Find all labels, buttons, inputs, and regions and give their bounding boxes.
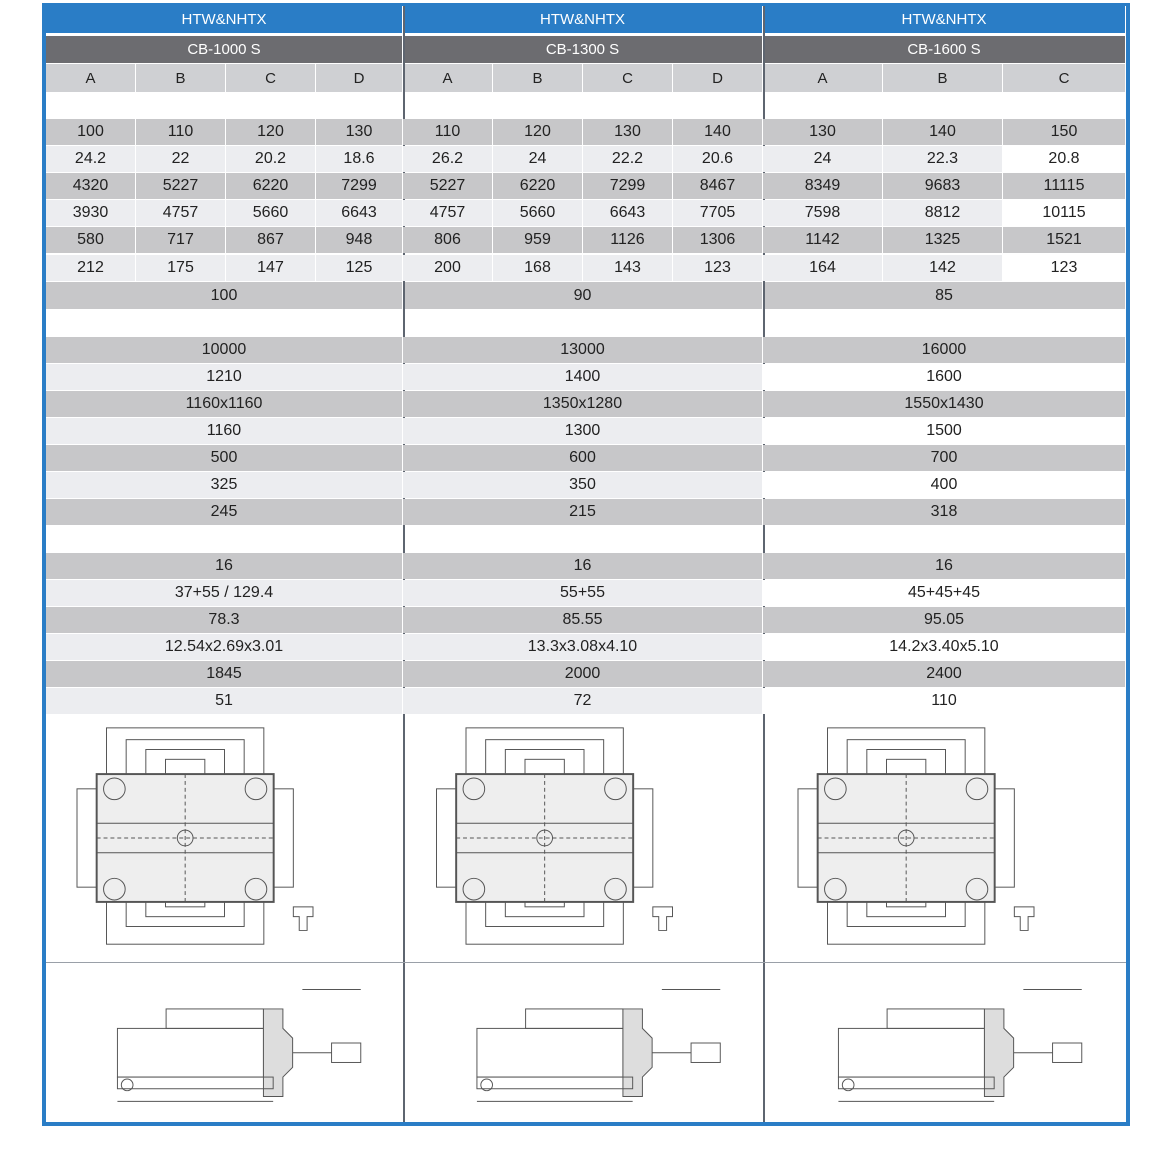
- injection-value: 143: [583, 255, 673, 281]
- injection-value: 147: [226, 255, 316, 281]
- injection-value: 7299: [316, 173, 403, 199]
- screw-type-label: B: [883, 64, 1003, 92]
- injection-value: 4757: [403, 200, 493, 226]
- clamping-value: 1210: [46, 364, 403, 390]
- clamping-value: 16000: [763, 337, 1126, 363]
- general-row: [46, 661, 1126, 687]
- general-value: 2000: [403, 661, 763, 687]
- injection-value: 6643: [583, 200, 673, 226]
- clamping-value: 400: [763, 472, 1126, 498]
- injection-value: 142: [883, 255, 1003, 281]
- clamping-value: 1600: [763, 364, 1126, 390]
- general-row: [46, 634, 1126, 660]
- injection-value: 867: [226, 227, 316, 253]
- clamping-row: [46, 445, 1126, 471]
- general-value: 16: [46, 553, 403, 579]
- platen-drawing: [54, 720, 395, 956]
- injection-value: 7705: [673, 200, 763, 226]
- injection-value: 806: [403, 227, 493, 253]
- model-header-row: [46, 36, 1126, 63]
- clamping-value: 325: [46, 472, 403, 498]
- clamping-row: [46, 418, 1126, 444]
- injection-value: 580: [46, 227, 136, 253]
- injection-value: 140: [673, 119, 763, 145]
- injection-value: 175: [136, 255, 226, 281]
- screw-type-label: C: [583, 64, 673, 92]
- injection-value: 10115: [1003, 200, 1126, 226]
- general-value: 85.55: [403, 607, 763, 633]
- injection-value: 26.2: [403, 146, 493, 172]
- injection-value: 8349: [763, 173, 883, 199]
- injection-value: 1325: [883, 227, 1003, 253]
- clamping-row: [46, 364, 1126, 390]
- clamping-row: [46, 337, 1126, 363]
- injection-value: 24: [763, 146, 883, 172]
- injection-value: 123: [1003, 255, 1126, 281]
- merged-cell: 100: [46, 282, 403, 309]
- general-value: 14.2x3.40x5.10: [763, 634, 1126, 660]
- injection-value: 164: [763, 255, 883, 281]
- clamping-value: 1500: [763, 418, 1126, 444]
- injection-value: 8467: [673, 173, 763, 199]
- screw-type-row: [46, 64, 1126, 92]
- injection-value: 5227: [403, 173, 493, 199]
- platen-drawing: [413, 720, 755, 956]
- injection-value: 9683: [883, 173, 1003, 199]
- clamping-value: 700: [763, 445, 1126, 471]
- general-row: [46, 553, 1126, 579]
- injection-data-row: [46, 200, 1126, 226]
- injection-value: 11115: [1003, 173, 1126, 199]
- injection-value: 959: [493, 227, 583, 253]
- injection-value: 130: [763, 119, 883, 145]
- clamping-row: [46, 391, 1126, 417]
- injection-value: 24: [493, 146, 583, 172]
- model-label: CB-1000 S: [46, 36, 403, 63]
- injection-value: 22: [136, 146, 226, 172]
- clamping-value: 1160x1160: [46, 391, 403, 417]
- brand-label: HTW&NHTX: [763, 6, 1126, 33]
- injection-value: 948: [316, 227, 403, 253]
- screw-type-label: D: [673, 64, 763, 92]
- injection-value: 20.2: [226, 146, 316, 172]
- injection-value: 130: [583, 119, 673, 145]
- drawing-divider: [46, 962, 1126, 963]
- clamping-value: 500: [46, 445, 403, 471]
- injection-data-row: [46, 119, 1126, 145]
- model-label: CB-1600 S: [763, 36, 1126, 63]
- clamping-value: 1300: [403, 418, 763, 444]
- injection-value: 110: [136, 119, 226, 145]
- screw-type-label: B: [493, 64, 583, 92]
- clamping-row: [46, 472, 1126, 498]
- injection-value: 22.3: [883, 146, 1003, 172]
- general-value: 2400: [763, 661, 1126, 687]
- injection-value: 717: [136, 227, 226, 253]
- injection-value: 7598: [763, 200, 883, 226]
- injection-value: 1142: [763, 227, 883, 253]
- injection-value: 3930: [46, 200, 136, 226]
- clamping-row: [46, 499, 1126, 525]
- clamping-value: 350: [403, 472, 763, 498]
- clamping-value: 318: [763, 499, 1126, 525]
- injection-value: 120: [493, 119, 583, 145]
- screw-type-label: D: [316, 64, 403, 92]
- injection-value: 130: [316, 119, 403, 145]
- brand-label: HTW&NHTX: [46, 6, 403, 33]
- injection-data-row: [46, 255, 1126, 281]
- platen-drawing: [773, 720, 1118, 956]
- screw-type-label: A: [763, 64, 883, 92]
- injection-value: 4757: [136, 200, 226, 226]
- general-value: 45+45+45: [763, 580, 1126, 606]
- general-value: 55+55: [403, 580, 763, 606]
- injection-value: 100: [46, 119, 136, 145]
- injection-value: 18.6: [316, 146, 403, 172]
- injection-data-row: [46, 146, 1126, 172]
- spec-sheet: [46, 6, 1126, 1122]
- injection-value: 1126: [583, 227, 673, 253]
- general-value: 95.05: [763, 607, 1126, 633]
- merged-cell: 90: [403, 282, 763, 309]
- injection-value: 168: [493, 255, 583, 281]
- clamping-value: 13000: [403, 337, 763, 363]
- clamping-value: 1350x1280: [403, 391, 763, 417]
- clamping-value: 1550x1430: [763, 391, 1126, 417]
- general-value: 110: [763, 688, 1126, 714]
- injection-value: 22.2: [583, 146, 673, 172]
- clamping-value: 600: [403, 445, 763, 471]
- clamping-value: 10000: [46, 337, 403, 363]
- injection-value: 6643: [316, 200, 403, 226]
- clamping-value: 1160: [46, 418, 403, 444]
- injection-value: 120: [226, 119, 316, 145]
- general-value: 16: [763, 553, 1126, 579]
- general-row: [46, 607, 1126, 633]
- injection-value: 8812: [883, 200, 1003, 226]
- screw-type-label: A: [46, 64, 136, 92]
- spec-sheet-frame: [42, 3, 1130, 1126]
- general-value: 51: [46, 688, 403, 714]
- general-value: 12.54x2.69x3.01: [46, 634, 403, 660]
- nozzle-drawing: [773, 970, 1118, 1116]
- general-row: [46, 580, 1126, 606]
- injection-value: 140: [883, 119, 1003, 145]
- injection-merged-row: [46, 282, 1126, 309]
- general-value: 37+55 / 129.4: [46, 580, 403, 606]
- merged-cell: 85: [763, 282, 1126, 309]
- screw-type-label: A: [403, 64, 493, 92]
- general-value: 72: [403, 688, 763, 714]
- injection-value: 200: [403, 255, 493, 281]
- general-row: [46, 688, 1126, 714]
- injection-value: 5227: [136, 173, 226, 199]
- model-label: CB-1300 S: [403, 36, 763, 63]
- nozzle-drawing: [54, 970, 395, 1116]
- nozzle-drawing: [413, 970, 755, 1116]
- general-value: 78.3: [46, 607, 403, 633]
- brand-header-row: [46, 6, 1126, 33]
- injection-value: 1306: [673, 227, 763, 253]
- injection-value: 125: [316, 255, 403, 281]
- injection-value: 150: [1003, 119, 1126, 145]
- injection-value: 4320: [46, 173, 136, 199]
- screw-type-label: B: [136, 64, 226, 92]
- screw-type-label: C: [1003, 64, 1126, 92]
- injection-value: 212: [46, 255, 136, 281]
- brand-label: HTW&NHTX: [403, 6, 763, 33]
- injection-value: 6220: [493, 173, 583, 199]
- injection-data-row: [46, 173, 1126, 199]
- clamping-value: 1400: [403, 364, 763, 390]
- clamping-value: 245: [46, 499, 403, 525]
- injection-value: 6220: [226, 173, 316, 199]
- injection-value: 5660: [226, 200, 316, 226]
- injection-value: 110: [403, 119, 493, 145]
- injection-value: 5660: [493, 200, 583, 226]
- screw-type-label: C: [226, 64, 316, 92]
- injection-value: 24.2: [46, 146, 136, 172]
- injection-value: 20.6: [673, 146, 763, 172]
- injection-value: 1521: [1003, 227, 1126, 253]
- general-value: 1845: [46, 661, 403, 687]
- general-value: 16: [403, 553, 763, 579]
- general-value: 13.3x3.08x4.10: [403, 634, 763, 660]
- clamping-value: 215: [403, 499, 763, 525]
- injection-data-row: [46, 227, 1126, 253]
- injection-value: 20.8: [1003, 146, 1126, 172]
- injection-value: 123: [673, 255, 763, 281]
- injection-value: 7299: [583, 173, 673, 199]
